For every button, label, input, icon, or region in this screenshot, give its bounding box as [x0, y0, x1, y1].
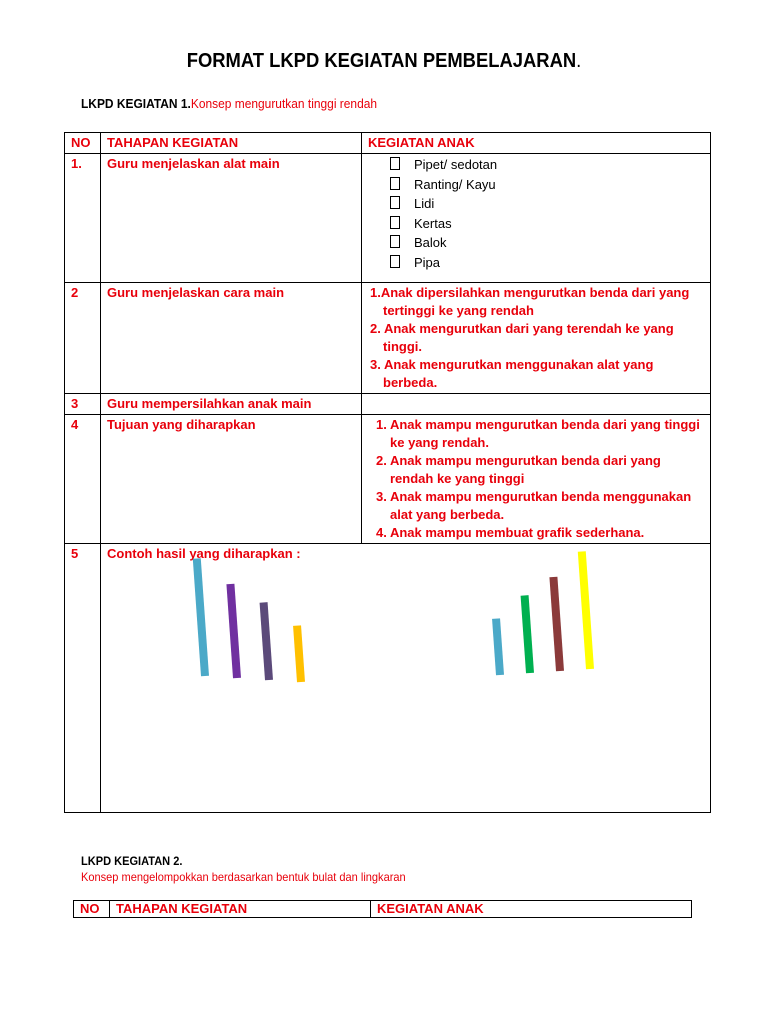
example-stick-ascending-2: [525, 595, 530, 673]
activity2-table: [73, 900, 692, 918]
row-no: 5: [65, 544, 101, 813]
row-no: 3: [65, 394, 101, 415]
list-item: 2. Anak mengurutkan dari yang terendah ke yang tinggi.: [370, 321, 674, 354]
header-stage: TAHAPAN KEGIATAN: [101, 133, 362, 154]
row-no: 4: [65, 415, 101, 544]
row-stage: Guru menjelaskan cara main: [101, 283, 362, 394]
example-stick-descending-2: [230, 584, 237, 678]
header-activity: KEGIATAN ANAK: [371, 901, 692, 918]
example-stick-ascending-1: [496, 619, 500, 675]
activity1-topic: Konsep mengurutkan tinggi rendah: [190, 96, 378, 111]
list-item: 3. Anak mampu mengurutkan benda menggunakan alat yang berbeda.: [376, 489, 692, 522]
list-item: 2. Anak mampu mengurutkan benda dari yang rendah ke yang tinggi: [376, 453, 661, 486]
page-title: FORMAT LKPD KEGIATAN PEMBELAJARAN.: [186, 50, 582, 72]
header-stage: TAHAPAN KEGIATAN: [110, 901, 371, 918]
list-item: 3. Anak mengurutkan menggunakan alat yang berbeda.: [370, 357, 654, 390]
example-stick-descending-4: [297, 626, 301, 682]
row-stage: Contoh hasil yang diharapkan :: [101, 544, 711, 813]
table-header-row: [74, 901, 692, 918]
example-stick-descending-1: [197, 559, 205, 677]
row-stage: Tujuan yang diharapkan: [101, 415, 362, 544]
list-item: Pipet/ sedotan: [390, 155, 704, 175]
row-stage: Guru mempersilahkan anak main: [101, 394, 362, 415]
row-stage: Guru menjelaskan alat main: [101, 154, 362, 283]
example-stick-descending-3: [264, 602, 269, 680]
list-item: Pipa: [390, 253, 704, 273]
activity1-label: LKPD KEGIATAN 1.: [81, 96, 191, 111]
row-no: 2: [65, 283, 101, 394]
example-stick-ascending-4: [582, 552, 590, 670]
list-item: 4. Anak mampu membuat grafik sederhana.: [376, 525, 645, 540]
list-item: Lidi: [390, 194, 704, 214]
row-no: 1.: [65, 154, 101, 283]
header-no: NO: [65, 133, 101, 154]
header-activity: KEGIATAN ANAK: [362, 133, 711, 154]
list-item: 1. Anak mampu mengurutkan benda dari yang tinggi ke yang rendah.: [376, 417, 700, 450]
activity2-topic: Konsep mengelompokkan berdasarkan bentuk bulat dan lingkaran: [81, 870, 406, 884]
example-stick-ascending-3: [553, 577, 560, 671]
header-no: NO: [74, 901, 110, 918]
list-item: 1.Anak dipersilahkan mengurutkan benda dari yang tertinggi ke yang rendah: [370, 285, 690, 318]
list-item: Kertas: [390, 214, 704, 234]
activity2-label: LKPD KEGIATAN 2.: [81, 854, 183, 868]
list-item: Balok: [390, 233, 704, 253]
list-item: Ranting/ Kayu: [390, 175, 704, 195]
